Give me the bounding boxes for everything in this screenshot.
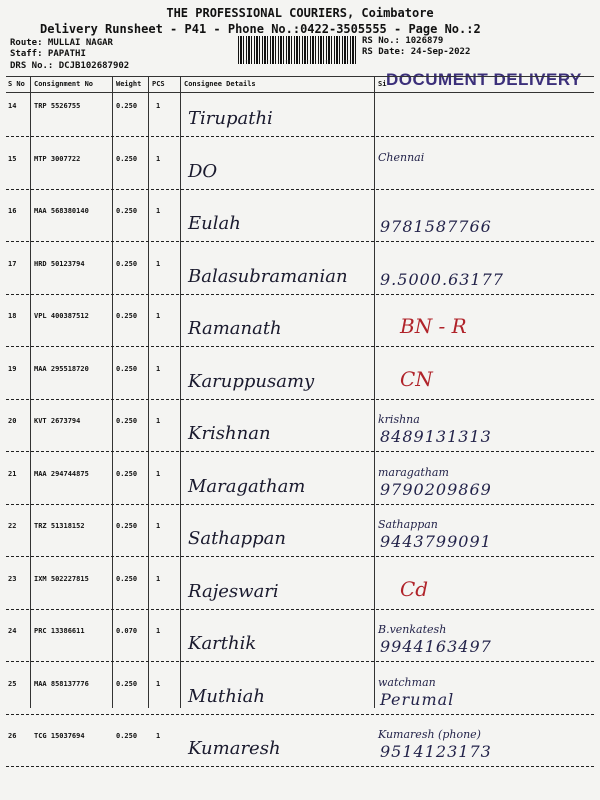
col-consignment: Consignment No <box>34 80 94 88</box>
serial-number: 21 <box>8 469 17 478</box>
weight: 0.250 <box>116 469 138 478</box>
pieces: 1 <box>156 259 161 268</box>
consignment-number: TRP 5526755 <box>34 102 81 110</box>
consignee-name: Rajeswari <box>188 580 279 602</box>
weight: 0.250 <box>116 679 138 688</box>
row-divider <box>6 504 594 505</box>
pieces: 1 <box>156 154 161 163</box>
signature-phone: 8489131313 <box>380 427 492 446</box>
serial-number: 17 <box>8 259 17 268</box>
rs-number: RS No.: 1026879 <box>362 36 444 46</box>
consignment-number: MAA 568380140 <box>34 207 89 215</box>
row-divider <box>6 609 594 610</box>
table-row <box>0 621 600 667</box>
table-row <box>0 149 600 195</box>
pieces: 1 <box>156 522 161 530</box>
weight: 0.250 <box>116 417 138 425</box>
table-row <box>0 411 600 457</box>
pieces: 1 <box>156 732 161 740</box>
consignee-name: DO <box>188 160 218 182</box>
row-divider <box>6 661 594 662</box>
consignment-number: MAA 295518720 <box>34 364 89 373</box>
row-divider <box>6 714 594 715</box>
consignee-name: Balasubramanian <box>188 265 348 287</box>
serial-number: 19 <box>8 364 17 373</box>
consignment-number: HRD 50123794 <box>34 259 85 268</box>
weight: 0.250 <box>116 259 138 268</box>
signature-phone: 9781587766 <box>380 217 492 236</box>
table-row <box>0 306 600 352</box>
drs-number: DRS No.: DCJB102687902 <box>10 61 130 71</box>
consignee-name: Karthik <box>188 633 257 654</box>
signature-phone: 9.5000.63177 <box>380 269 504 289</box>
pieces: 1 <box>156 207 161 215</box>
consignment-number: MTP 3007722 <box>34 154 81 163</box>
table-row <box>0 674 600 720</box>
col-signature: Si <box>378 80 387 88</box>
table-row <box>0 569 600 615</box>
row-divider <box>6 189 594 190</box>
serial-number: 24 <box>8 627 17 635</box>
signature-note: krishna <box>378 413 420 426</box>
consignment-number: MAA 858137776 <box>34 679 89 688</box>
table-row <box>0 96 600 142</box>
pieces: 1 <box>156 102 161 110</box>
row-divider <box>6 766 594 767</box>
signature-phone: 9944163497 <box>380 637 492 656</box>
signature-note: watchman <box>378 675 436 689</box>
pieces: 1 <box>156 469 161 478</box>
row-divider <box>6 556 594 557</box>
staff-label: Staff: PAPATHI <box>10 49 86 59</box>
consignment-number: MAA 294744875 <box>34 469 89 478</box>
weight: 0.250 <box>116 574 138 583</box>
pieces: 1 <box>156 364 161 373</box>
consignment-number: KVT 2673794 <box>34 417 81 425</box>
serial-number: 14 <box>8 102 17 110</box>
table-row <box>0 464 600 510</box>
table-row <box>0 726 600 772</box>
consignee-name: Krishnan <box>188 423 271 444</box>
col-sno: S No <box>8 80 25 88</box>
col-pcs: PCS <box>152 80 165 88</box>
delivery-mark: CN <box>400 366 433 391</box>
consignee-name: Maragatham <box>188 475 306 497</box>
pieces: 1 <box>156 312 161 320</box>
pieces: 1 <box>156 574 161 583</box>
serial-number: 20 <box>8 417 17 425</box>
weight: 0.250 <box>116 102 138 110</box>
row-divider <box>6 451 594 452</box>
signature-note: B.venkatesh <box>378 623 447 636</box>
pieces: 1 <box>156 627 161 635</box>
col-consignee: Consignee Details <box>184 80 256 88</box>
delivery-mark: BN - R <box>400 314 467 338</box>
row-divider <box>6 399 594 400</box>
consignment-number: IXM 502227815 <box>34 574 89 583</box>
barcode <box>238 36 358 64</box>
consignee-name: Tirupathi <box>188 108 273 129</box>
weight: 0.070 <box>116 627 138 635</box>
consignee-name: Sathappan <box>188 528 286 549</box>
consignee-name: Ramanath <box>188 318 282 339</box>
col-weight: Weight <box>116 80 142 88</box>
signature-note: Sathappan <box>378 518 438 531</box>
document-delivery-stamp: DOCUMENT DELIVERY <box>386 70 582 89</box>
weight: 0.250 <box>116 732 138 740</box>
table-row <box>0 359 600 405</box>
pieces: 1 <box>156 679 161 688</box>
serial-number: 15 <box>8 154 17 163</box>
signature-phone: 9790209869 <box>380 479 492 499</box>
serial-number: 26 <box>8 732 17 740</box>
row-divider <box>6 294 594 295</box>
header-top-rule <box>6 76 594 77</box>
row-divider <box>6 136 594 137</box>
delivery-mark: Cd <box>400 576 429 601</box>
serial-number: 16 <box>8 207 17 215</box>
weight: 0.250 <box>116 522 138 530</box>
consignee-name: Karuppusamy <box>188 370 315 392</box>
row-divider <box>6 241 594 242</box>
row-divider <box>6 346 594 347</box>
table-row <box>0 201 600 247</box>
serial-number: 23 <box>8 574 17 583</box>
pieces: 1 <box>156 417 161 425</box>
consignment-number: VPL 400387512 <box>34 312 89 320</box>
weight: 0.250 <box>116 154 138 163</box>
signature-note: maragatham <box>378 465 449 479</box>
runsheet-subtitle: Delivery Runsheet - P41 - Phone No.:0422-3505555 - Page No.:2 <box>40 22 481 36</box>
signature-phone: 9514123173 <box>380 742 492 761</box>
rs-date: RS Date: 24-Sep-2022 <box>362 47 471 57</box>
table-row <box>0 516 600 562</box>
signature-note: Kumaresh (phone) <box>378 728 481 741</box>
header-bottom-rule <box>6 92 594 93</box>
consignment-number: PRC 13386611 <box>34 627 85 635</box>
consignee-name: Kumaresh <box>188 738 281 759</box>
weight: 0.250 <box>116 364 138 373</box>
signature-phone: Perumal <box>380 689 455 709</box>
signature-phone: 9443799091 <box>380 532 492 551</box>
serial-number: 18 <box>8 312 17 320</box>
consignment-number: TRZ 51318152 <box>34 522 85 530</box>
signature-note: Chennai <box>378 150 425 164</box>
page-title: THE PROFESSIONAL COURIERS, Coimbatore <box>166 6 434 20</box>
weight: 0.250 <box>116 207 138 215</box>
serial-number: 25 <box>8 679 17 688</box>
weight: 0.250 <box>116 312 138 320</box>
table-row <box>0 254 600 300</box>
consignee-name: Eulah <box>188 213 241 234</box>
serial-number: 22 <box>8 522 17 530</box>
route-label: Route: MULLAI NAGAR <box>10 38 113 48</box>
consignment-number: TCG 15037694 <box>34 732 85 740</box>
consignee-name: Muthiah <box>188 685 265 707</box>
